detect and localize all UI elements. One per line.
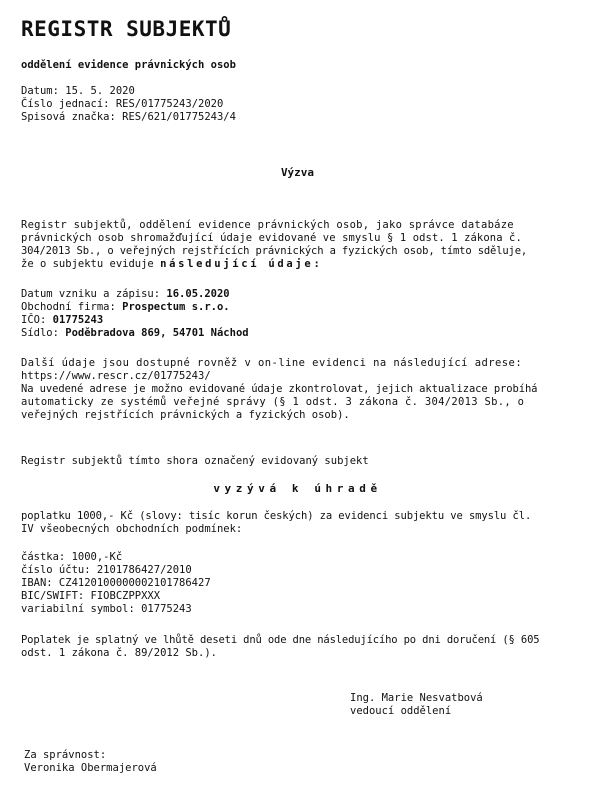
online-line: Na uvedené adrese je možno evidované údaje zkontrolovat, jejich aktualizace probíhá <box>21 383 538 395</box>
meta-date: Datum: 15. 5. 2020 <box>21 85 135 97</box>
payment-vs: variabilní symbol: 01775243 <box>21 603 192 615</box>
online-line: Další údaje jsou dostupné rovněž v on-line evidenci na následující adrese: <box>21 357 523 369</box>
intro-line: právnických osob shromažďující údaje evidované ve smyslu § 1 odst. 1 zákona č. <box>21 232 522 244</box>
signature-role: vedoucí oddělení <box>350 705 452 717</box>
subject-name: Obchodní firma: Prospectum s.r.o. <box>21 301 230 313</box>
intro-line: 304/2013 Sb., o veřejných rejstřících právnických a fyzických osob, tímto sděluje, <box>21 245 528 257</box>
call-intro: Registr subjektů tímto shora označený evidovaný subjekt <box>21 455 369 467</box>
online-line: veřejných rejstřících právnických a fyzických osob). <box>21 409 350 421</box>
intro-line: že o subjektu eviduje následující údaje: <box>21 258 323 270</box>
accuracy-block <box>24 749 157 775</box>
payment-iban: IBAN: CZ4120100000002101786427 <box>21 577 211 589</box>
signature-block <box>350 692 483 718</box>
online-url: https://www.rescr.cz/01775243/ <box>21 370 211 382</box>
due-line: odst. 1 zákona č. 89/2012 Sb.). <box>21 647 217 659</box>
call-line: IV všeobecných obchodních podmínek: <box>21 523 243 535</box>
meta-ref: Číslo jednací: RES/01775243/2020 <box>21 98 224 110</box>
document-heading: Výzva <box>280 166 315 179</box>
intro-emphasis: následující údaje: <box>160 258 323 270</box>
payment-bic: BIC/SWIFT: FIOBCZPPXXX <box>21 590 161 602</box>
online-line: automaticky ze systémů veřejné správy (§ 1 odst. 3 zákona č. 304/2013 Sb., o <box>21 396 525 408</box>
subject-founded: Datum vzniku a zápisu: 16.05.2020 <box>21 288 230 300</box>
department-name: oddělení evidence právnických osob <box>21 59 236 71</box>
due-line: Poplatek je splatný ve lhůtě deseti dnů ode dne následujícího po dni doručení (§ 605 <box>21 634 540 646</box>
signature-name: Ing. Marie Nesvatbová <box>350 692 483 704</box>
call-heading: vyzývá k úhradě <box>213 482 382 495</box>
accuracy-name: Veronika Obermajerová <box>24 762 157 774</box>
subject-details <box>21 288 572 340</box>
meta-block <box>21 85 572 124</box>
intro-paragraph <box>21 219 572 271</box>
document-title: REGISTR SUBJEKTŮ <box>21 17 232 41</box>
accuracy-label: Za správnost: <box>24 749 107 761</box>
subject-ico: IČO: 01775243 <box>21 314 104 326</box>
call-paragraph <box>21 510 572 536</box>
payment-details <box>21 551 572 616</box>
online-paragraph <box>21 357 572 422</box>
intro-line: Registr subjektů, oddělení evidence právnických osob, jako správce databáze <box>21 219 514 231</box>
meta-file: Spisová značka: RES/621/01775243/4 <box>21 111 236 123</box>
payment-account: číslo účtu: 2101786427/2010 <box>21 564 192 576</box>
due-paragraph <box>21 634 572 660</box>
subject-seat: Sídlo: Poděbradova 869, 54701 Náchod <box>21 327 249 339</box>
payment-amount: částka: 1000,-Kč <box>21 551 123 563</box>
call-line: poplatku 1000,- Kč (slovy: tisíc korun českých) za evidenci subjektu ve smyslu čl. <box>21 510 532 522</box>
